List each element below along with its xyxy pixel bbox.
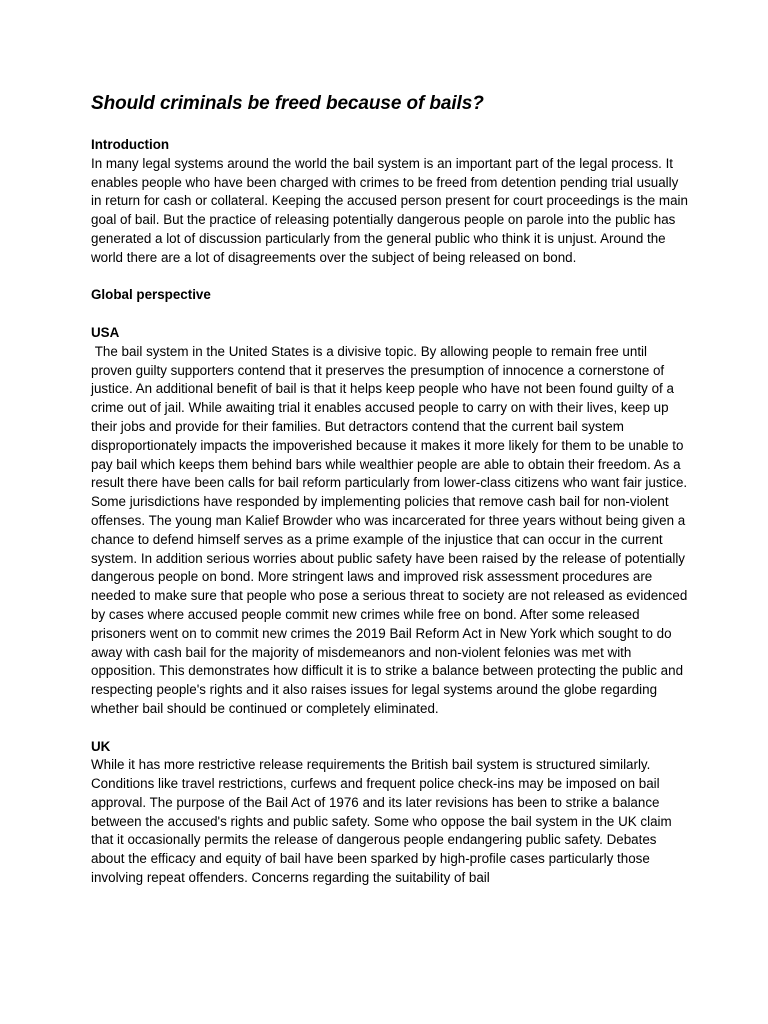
global-perspective-section [91, 286, 691, 305]
uk-heading: UK [91, 738, 111, 754]
global-perspective-heading: Global perspective [91, 287, 211, 303]
introduction-section [91, 136, 691, 268]
spacer [91, 305, 691, 324]
spacer [91, 268, 691, 287]
uk-paragraph: While it has more restrictive release requirements the British bail system is structured similarly. Conditions like travel restrictions, curfews and frequent police check-ins may be imposed on bail approval. The purpose of the Bail Act of 1976 and its later revisions has been to strike a balance between the accused's rights and public safety. Some who oppose the bail system in the UK claim that it occasionally permits the release of dangerous people endangering public safety. Debates about the efficacy and equity of bail have been sparked by high-profile cases particularly those involving repeat offenders. Concerns regarding the suitability of bail [91, 757, 676, 886]
document-title: Should criminals be freed because of bails? [91, 93, 484, 114]
document-page [91, 92, 691, 888]
usa-heading: USA [91, 324, 120, 340]
spacer [91, 116, 691, 136]
introduction-heading: Introduction [91, 137, 170, 152]
introduction-paragraph: In many legal systems around the world the bail system is an important part of the legal process. It enables people who have been charged with crimes to be freed from detention pending trial usually in return for cash or collateral. Keeping the accused person present for court proceedings is the main goal of bail. But the practice of releasing potentially dangerous people on parole into the public has generated a lot of discussion particularly from the general public who think it is unjust. Around the world there are a lot of disagreements over the subject of being released on bond. [91, 155, 692, 265]
usa-section [91, 324, 691, 719]
usa-paragraph: The bail system in the United States is a divisive topic. By allowing people to remain free until proven guilty supporters contend that it preserves the presumption of innocence a cornerstone of justice. An additional benefit of bail is that it helps keep people who have not been found guilty of a crime out of jail. While awaiting trial it enables accused people to carry on with their lives, keep up their jobs and provide for their families. But detractors contend that the current bail system disproportionately impacts the impoverished because it makes it more likely for them to be unable to pay bail which keeps them behind bars while wealthier people are able to obtain their freedom. As a result there have been calls for bail reform particularly from lower-class citizens who want fair justice. Some jurisdictions have responded by implementing policies that remove cash bail for non-violent offenses. The young man Kalief Browder who was incarcerated for three years without being given a chance to defend himself serves as a prime example of the injustice that can occur in the current system. In addition serious worries about public safety have been raised by the release of potentially dangerous people on bond. More stringent laws and improved risk assessment procedures are needed to make sure that people who pose a serious threat to society are not released as evidenced by cases where accused people commit new crimes while free on bond. After some released prisoners went on to commit new crimes the 2019 Bail Reform Act in New York which sought to do away with cash bail for the majority of misdemeanors and non-violent felonies was met with opposition. This demonstrates how difficult it is to strike a balance between protecting the public and respecting people's rights and it also raises issues for legal systems around the globe regarding whether bail should be continued or completely eliminated. [91, 343, 691, 716]
uk-section [91, 738, 691, 888]
spacer [91, 719, 691, 738]
